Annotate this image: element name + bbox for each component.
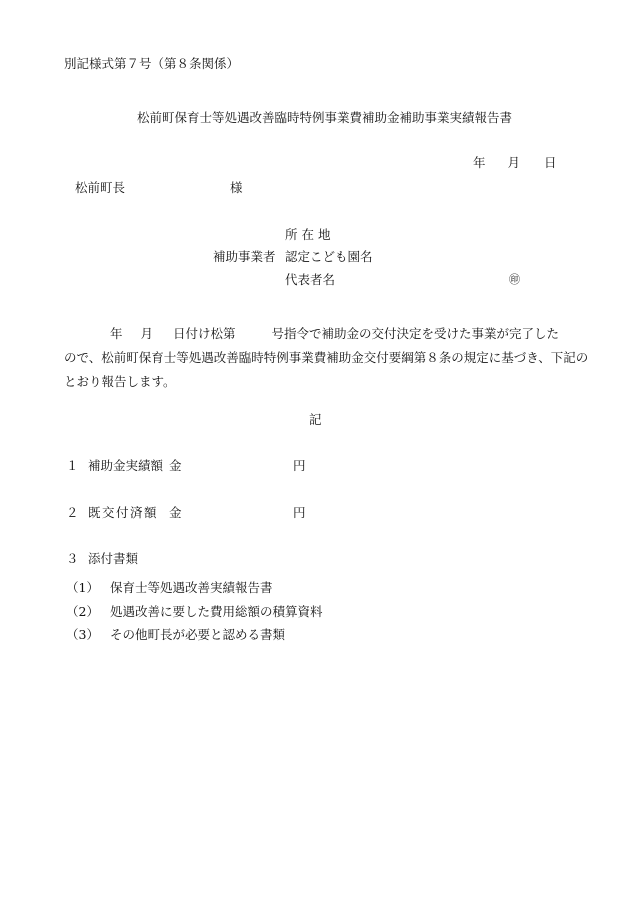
item-yen: 円 [293, 505, 306, 520]
body-line-1 [64, 322, 572, 346]
representative-label: 代表者名 [285, 272, 336, 287]
attachments-list [66, 576, 323, 647]
attachments-number: ３ [66, 551, 79, 566]
list-item-text: その他町長が必要と認める書類 [110, 627, 286, 642]
body-day-ref: 日付け松第 [173, 326, 236, 341]
attachments-heading-text: 添付書類 [88, 551, 139, 566]
body-line-1-rest: 号指令で補助金の交付決定を受けた事業が完了した [271, 326, 560, 341]
date-day: 日 [544, 155, 557, 170]
list-item-number: （2） [66, 603, 99, 619]
body-month: 月 [140, 326, 154, 341]
seal-icon: ㊞ [509, 273, 520, 286]
list-item-number: （3） [66, 627, 99, 642]
item-row [66, 460, 306, 473]
addressee [75, 180, 243, 195]
item-label: 既交付済額 [88, 505, 159, 520]
list-item [66, 576, 323, 600]
item-number: ２ [66, 505, 79, 520]
list-item [66, 600, 323, 624]
list-item-text: 保育士等処遇改善実績報告書 [110, 580, 273, 595]
item-kin: 金 [169, 505, 182, 520]
ki-heading: 記 [309, 412, 322, 427]
date-year: 年 [473, 155, 486, 170]
attachments-heading [66, 553, 138, 566]
item-kin: 金 [169, 458, 182, 473]
item-label: 補助金実績額 [88, 458, 164, 473]
list-item-text: 処遇改善に要した費用総額の積算資料 [110, 603, 323, 619]
facility-name-label: 認定こども園名 [285, 249, 373, 264]
document-title: 松前町保育士等処遇改善臨時特例事業費補助金補助事業実績報告書 [137, 110, 513, 125]
body-year: 年 [110, 326, 123, 341]
addressee-name: 松前町長 [75, 180, 126, 195]
applicant-role-label: 補助事業者 [213, 249, 276, 264]
list-item-number: （1） [66, 580, 99, 595]
item-yen: 円 [293, 458, 306, 473]
date-month: 月 [507, 155, 521, 170]
item-row [66, 507, 306, 520]
body-paragraph [64, 322, 589, 394]
list-item [66, 623, 323, 647]
address-label: 所在地 [285, 227, 335, 242]
date-row [473, 157, 557, 170]
body-line-3: とおり報告します。 [64, 374, 176, 389]
body-line-2: ので、松前町保育士等処遇改善臨時特例事業費補助金交付要綱第８条の規定に基づき、下記の [64, 350, 589, 365]
addressee-honorific: 様 [230, 180, 243, 195]
form-number: 別記様式第７号（第８条関係） [64, 56, 240, 71]
item-number: １ [66, 458, 79, 473]
